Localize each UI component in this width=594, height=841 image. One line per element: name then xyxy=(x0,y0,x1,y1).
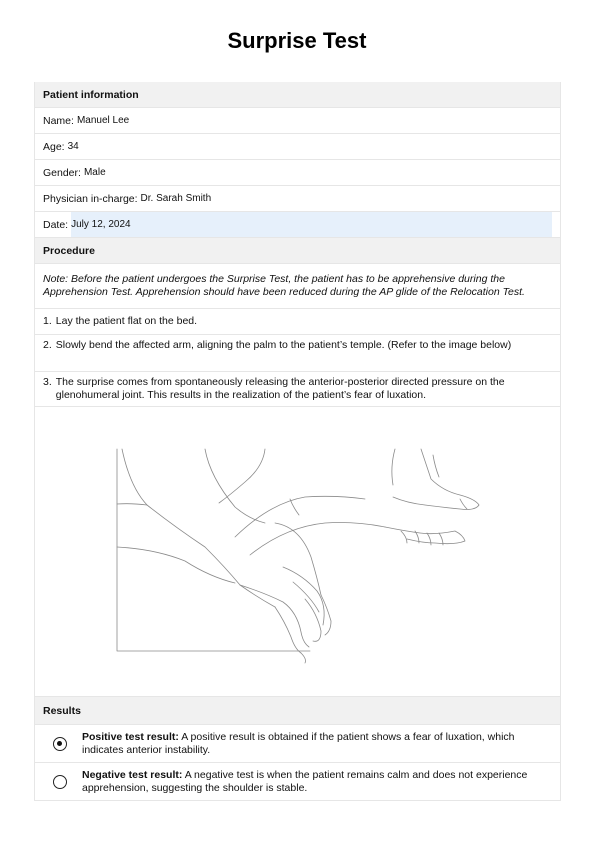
gender-field[interactable] xyxy=(35,160,560,186)
positive-result-description: A positive result is obtained if the patient shows a fear of luxation, which indicates anterior instability. xyxy=(82,730,515,756)
name-label: Name: xyxy=(43,114,74,127)
positive-result-option[interactable] xyxy=(35,725,560,763)
positive-result-radio[interactable] xyxy=(53,737,67,751)
positive-result-label: Positive test result: xyxy=(82,730,179,743)
negative-result-option[interactable] xyxy=(35,763,560,801)
results-header: Results xyxy=(35,697,560,725)
date-label: Date: xyxy=(43,218,69,231)
date-field[interactable] xyxy=(35,212,560,238)
physician-value[interactable]: Dr. Sarah Smith xyxy=(140,193,212,204)
procedure-step-2 xyxy=(35,335,560,372)
step-text: The surprise comes from spontaneously releasing the anterior-posterior directed pressure on the glenohumeral joint. This results in the realization of the patient’s fear of luxation. xyxy=(55,376,505,401)
date-input[interactable] xyxy=(71,212,552,237)
physician-field[interactable] xyxy=(35,186,560,212)
step-number: 1. xyxy=(43,315,52,327)
negative-result-label: Negative test result: xyxy=(82,768,183,781)
age-value[interactable]: 34 xyxy=(67,141,79,152)
positive-result-text xyxy=(82,731,552,757)
page-title: Surprise Test xyxy=(227,28,367,53)
procedure-header: Procedure xyxy=(35,238,560,264)
step-text: Slowly bend the affected arm, aligning the palm to the patient’s temple. (Refer to the image below) xyxy=(55,339,512,351)
step-number: 2. xyxy=(43,339,52,351)
gender-label: Gender: xyxy=(43,166,81,179)
gender-value[interactable]: Male xyxy=(83,167,106,178)
arm-illustration-drawing xyxy=(35,407,558,697)
negative-result-radio[interactable] xyxy=(53,775,67,789)
physician-label: Physician in-charge: xyxy=(43,192,138,205)
patient-info-header: Patient information xyxy=(35,82,560,108)
step-text: Lay the patient flat on the bed. xyxy=(55,315,198,327)
procedure-note: Note: Before the patient undergoes the Surprise Test, the patient has to be apprehensive during the Apprehension Test. Apprehension should have been reduced during the AP glide of the Relocation Test. xyxy=(35,264,560,309)
name-field[interactable] xyxy=(35,108,560,134)
age-field[interactable] xyxy=(35,134,560,160)
negative-result-description: A negative test is when the patient remains calm and does not experience apprehension, suggesting the shoulder is stable. xyxy=(82,768,528,794)
step-number: 3. xyxy=(43,376,52,388)
negative-result-text xyxy=(82,769,552,795)
name-value[interactable]: Manuel Lee xyxy=(76,115,130,126)
surprise-test-form xyxy=(34,82,561,801)
procedure-illustration xyxy=(35,407,560,697)
date-value: July 12, 2024 xyxy=(71,219,131,230)
age-label: Age: xyxy=(43,140,65,153)
procedure-step-1 xyxy=(35,309,560,335)
procedure-step-3 xyxy=(35,372,560,407)
